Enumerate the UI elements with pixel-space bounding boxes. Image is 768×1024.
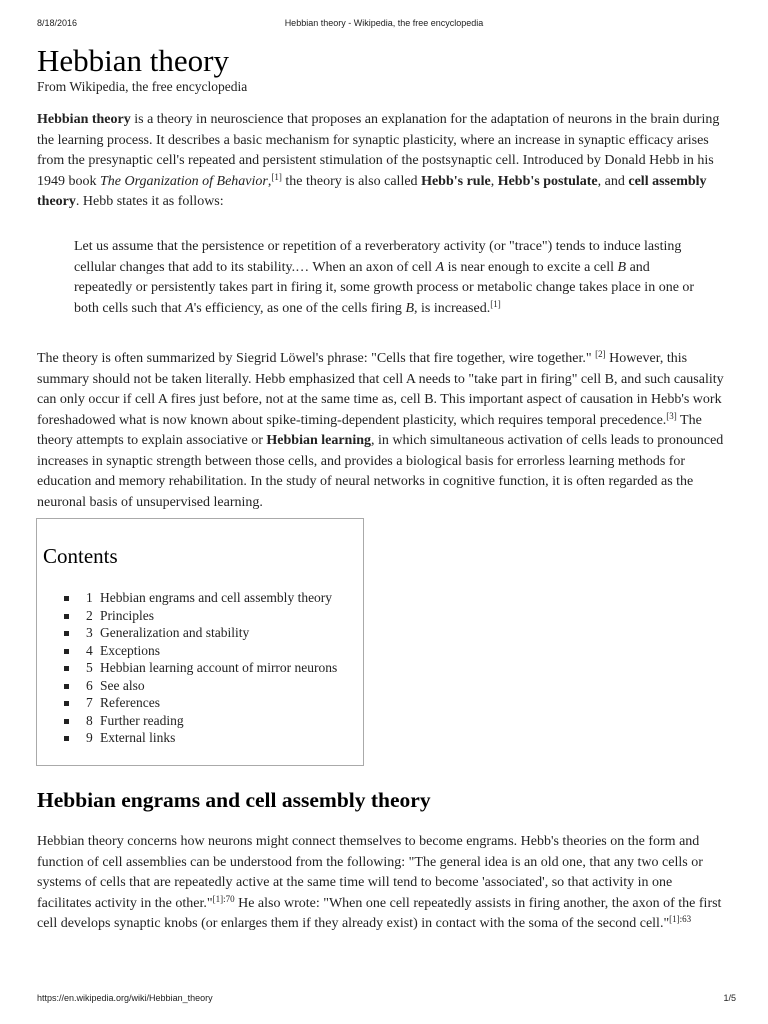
contents-list [64, 589, 337, 747]
table-of-contents [36, 518, 364, 766]
citation-link[interactable]: [1]:70 [212, 893, 235, 904]
toc-item[interactable]: 2 Principles [64, 607, 337, 625]
toc-item[interactable]: 7 References [64, 694, 337, 712]
contents-heading: Contents [43, 544, 118, 568]
hebb-quote: Let us assume that the persistence or repetition of a reverberatory activity (or "trace") tends to induce lasting cellular changes that add to its stability.… When an axon of cell A is near enough to excite a cell B and repeatedly or persistently takes part in firing it, some growth process or metabolic change takes place in one or both cells such that A's efficiency, as one of the cells firing B, is increased.[1] [74, 239, 695, 316]
toc-item[interactable]: 9 External links [64, 729, 337, 747]
citation-link[interactable]: [3] [666, 410, 677, 421]
page-url: https://en.wikipedia.org/wiki/Hebbian_theory [37, 993, 213, 1003]
toc-item[interactable]: 3 Generalization and stability [64, 624, 337, 642]
toc-item[interactable]: 1 Hebbian engrams and cell assembly theory [64, 589, 337, 607]
toc-item[interactable]: 6 See also [64, 677, 337, 695]
page-subtitle: From Wikipedia, the free encyclopedia [37, 79, 248, 94]
citation-link[interactable]: [2] [595, 349, 606, 359]
intro-paragraph: Hebbian theory is a theory in neuroscience that proposes an explanation for the adaptation of neurons in the brain during the learning process. It describes a basic mechanism for synaptic plasticity, where an increase in synaptic efficacy arises from the presynaptic cell's repeated and persistent stimulation of the postsynaptic cell. Introduced by Donald Hebb in his 1949 book The Organization of Behavior,[1] the theory is also called Hebb's rule, Hebb's postulate, and cell assembly theory. Hebb states it as follows: [37, 112, 720, 209]
toc-item[interactable]: 8 Further reading [64, 712, 337, 730]
section-heading: Hebbian engrams and cell assembly theory [37, 788, 431, 812]
print-page-title: Hebbian theory - Wikipedia, the free encyclopedia [284, 18, 484, 28]
section-paragraph: Hebbian theory concerns how neurons might connect themselves to become engrams. Hebb's theories on the form and function of cell assemblies can be understood from the following: "The general idea is an old one, that any two cells or systems of cells that are repeatedly active at the same time will tend to become 'associated', so that activity in one facilitates activity in the other."$^{[1]:70}$ He also wrote: "When one cell repeatedly assists in firing another, the axon of the first cell develops synaptic knobs (or enlarges them if they already exist) in contact with the soma of the second cell."$^{[1]:63}$ [37, 834, 722, 931]
page-number: 1/5 [723, 993, 736, 1003]
page-title: Hebbian theory [37, 43, 229, 78]
book-title: The Organization of Behavior [100, 173, 268, 189]
print-date: 8/18/2016 [37, 18, 78, 28]
toc-item[interactable]: 4 Exceptions [64, 642, 337, 660]
citation-link[interactable]: [1]:63 [669, 914, 692, 924]
citation-link[interactable]: [1] [490, 298, 501, 309]
toc-item[interactable]: 5 Hebbian learning account of mirror neurons [64, 659, 337, 677]
summary-paragraph: The theory is often summarized by Siegrid Löwel's phrase: "Cells that fire together, wire together." [2] However, this summary should not be taken literally. Hebb emphasized that cell A needs to "take part in firing" cell B, and such causality can only occur if cell A fires just before, not at the same time as, cell B. This important aspect of causation in Hebb's work foreshadowed what is now known about spike-timing-dependent plasticity, which requires temporal precedence.[3] The theory attempts to explain associative or Hebbian learning, in which simultaneous activation of cells leads to pronounced increases in synaptic strength between those cells, and provides a biological basis for errorless learning methods for education and memory rehabilitation. In the study of neural networks in cognitive function, it is often regarded as the neuronal basis of unsupervised learning. [37, 349, 724, 510]
bold-term: Hebbian theory [37, 112, 131, 127]
citation-link[interactable]: [1] [271, 171, 282, 182]
